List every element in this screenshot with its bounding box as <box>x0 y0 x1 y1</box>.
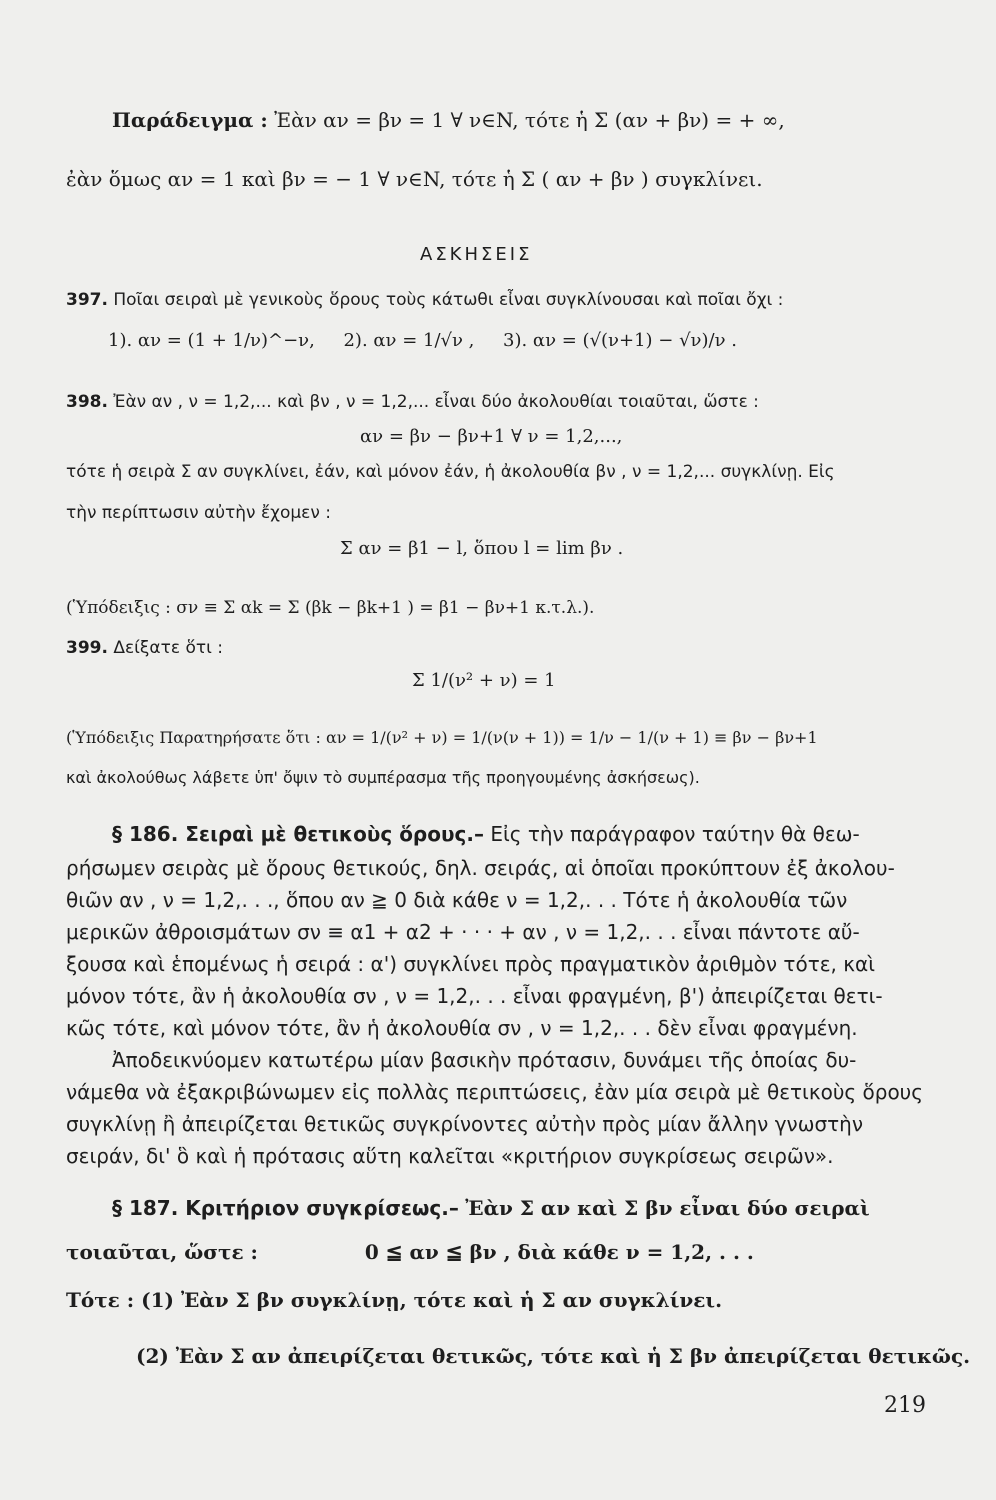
exercise-398-line-3: τὴν περίπτωσιν αὐτὴν ἔχομεν : <box>66 503 332 523</box>
exercise-399-hint-2: καὶ ἀκολούθως λάβετε ὑπ' ὄψιν τὸ συμπέρασμα τῆς προηγουμένης ἀσκήσεως). <box>66 768 700 787</box>
section-186-line-7: κῶς τότε, καὶ μόνον τότε, ἂν ἡ ἀκολουθία σν , ν = 1,2,. . . δὲν εἶναι φραγμένη. <box>66 1016 858 1040</box>
section-186-title: § 186. Σειραὶ μὲ θετικοὺς ὅρους.– <box>112 822 484 846</box>
section-187-title: § 187. Κριτήριον συγκρίσεως.– <box>112 1196 459 1220</box>
exercise-398 <box>66 392 759 412</box>
exercise-399-formula: Σ 1/(ν² + ν) = 1 <box>412 670 556 691</box>
exercise-398-text: Ἐὰν αν , ν = 1,2,... καὶ βν , ν = 1,2,... εἶναι δύο ἀκολουθίαι τοιαῦται, ὥστε : <box>113 392 759 412</box>
example-line-2: ἐὰν ὅμως αν = 1 καὶ βν = − 1 ∀ ν∈N, τότε ἡ Σ ( αν + βν ) συγκλίνει. <box>66 167 763 191</box>
example-line-1 <box>112 108 785 132</box>
section-187-text-2a: τοιαῦται, ὥστε : <box>66 1240 258 1264</box>
exercise-399-text: Δείξατε ὅτι : <box>113 638 223 658</box>
section-186-line-2: ρήσωμεν σειρὰς μὲ ὅρους θετικούς, δηλ. σειράς, αἱ ὁποῖαι προκύπτουν ἐξ ἀκολου- <box>66 856 895 880</box>
page-number: 219 <box>884 1393 926 1418</box>
section-186-line-9: νάμεθα νὰ ἐξακριβώνωμεν εἰς πολλὰς περιπτώσεις, ἐὰν μία σειρὰ μὲ θετικοὺς ὅρους <box>66 1080 923 1104</box>
section-187-case-2: (2) Ἐὰν Σ αν ἀπειρίζεται θετικῶς, τότε καὶ ἡ Σ βν ἀπειρίζεται θετικῶς. <box>136 1344 971 1368</box>
section-186-line-3: θιῶν αν , ν = 1,2,. . ., ὅπου αν ≧ 0 διὰ κάθε ν = 1,2,. . . Τότε ἡ ἀκολουθία τῶν <box>66 888 848 912</box>
exercise-397-item-3: 3). αν = (√(ν+1) − √ν)/ν . <box>503 330 737 351</box>
section-187-case-1: Τότε : (1) Ἐὰν Σ βν συγκλίνῃ, τότε καὶ ἡ Σ αν συγκλίνει. <box>66 1288 723 1312</box>
section-187-text-1: Ἐὰν Σ αν καὶ Σ βν εἶναι δύο σειραὶ <box>465 1196 870 1220</box>
exercise-397-item-2: 2). αν = 1/√ν , <box>343 330 475 351</box>
exercise-397 <box>66 290 783 310</box>
exercise-399-number: 399. <box>66 638 108 658</box>
exercise-399 <box>66 638 223 658</box>
section-187-text-2b: 0 ≦ αν ≦ βν , διὰ κάθε ν = 1,2, . . . <box>364 1240 754 1264</box>
exercise-399-hint: (Ὑπόδειξις Παρατηρήσατε ὅτι : αν = 1/(ν² + ν) = 1/(ν(ν + 1)) = 1/ν − 1/(ν + 1) ≡ βν − βν+1 <box>66 728 818 747</box>
section-187-line-2 <box>66 1240 754 1264</box>
exercise-398-line-2: τότε ἡ σειρὰ Σ αν συγκλίνει, ἐάν, καὶ μόνον ἐάν, ἡ ἀκολουθία βν , ν = 1,2,... συγκλίνῃ. Εἰς <box>66 462 835 482</box>
exercise-398-condition: αν = βν − βν+1 ∀ ν = 1,2,..., <box>360 426 623 447</box>
exercise-397-items <box>108 330 737 351</box>
example-text-1: Ἐὰν αν = βν = 1 ∀ ν∈N, τότε ἡ Σ (αν + βν) = + ∞, <box>274 108 785 132</box>
exercise-398-number: 398. <box>66 392 108 412</box>
exercise-398-hint: (Ὑπόδειξις : σν ≡ Σ αk = Σ (βk − βk+1 ) = β1 − βν+1 κ.τ.λ.). <box>66 598 595 618</box>
exercises-heading: ΑΣΚΗΣΕΙΣ <box>420 244 533 265</box>
section-186-text-0: Εἰς τὴν παράγραφον ταύτην θὰ θεω- <box>490 822 860 846</box>
section-186-line-5: ξουσα καὶ ἑπομένως ἡ σειρά : α') συγκλίνει πρὸς πραγματικὸν ἀριθμὸν τότε, καὶ <box>66 952 876 976</box>
section-186-line-4: μερικῶν ἀθροισμάτων σν ≡ α1 + α2 + · · · + αν , ν = 1,2,. . . εἶναι πάντοτε αὔ- <box>66 920 860 944</box>
exercise-398-result: Σ αν = β1 − l, ὅπου l = lim βν . <box>340 538 624 559</box>
exercise-397-text: Ποῖαι σειραὶ μὲ γενικοὺς ὅρους τοὺς κάτωθι εἶναι συγκλίνουσαι καὶ ποῖαι ὄχι : <box>113 290 784 310</box>
section-187-line-1 <box>112 1196 870 1220</box>
exercise-397-number: 397. <box>66 290 108 310</box>
section-186-line-6: μόνον τότε, ἂν ἡ ἀκολουθία σν , ν = 1,2,. . . εἶναι φραγμένη, β') ἀπειρίζεται θετι- <box>66 984 883 1008</box>
example-label: Παράδειγμα : <box>112 108 268 132</box>
section-186-line-1 <box>112 822 860 846</box>
section-186-line-11: σειράν, δι' ὃ καὶ ἡ πρότασις αὕτη καλεῖται «κριτήριον συγκρίσεως σειρῶν». <box>66 1144 834 1168</box>
exercise-397-item-1: 1). αν = (1 + 1/ν)^−ν, <box>108 330 315 351</box>
section-186-line-8: Ἀποδεικνύομεν κατωτέρω μίαν βασικὴν πρότασιν, δυνάμει τῆς ὁποίας δυ- <box>112 1048 857 1072</box>
section-186-line-10: συγκλίνῃ ἢ ἀπειρίζεται θετικῶς συγκρίνοντες αὐτὴν πρὸς μίαν ἄλλην γνωστὴν <box>66 1112 864 1136</box>
